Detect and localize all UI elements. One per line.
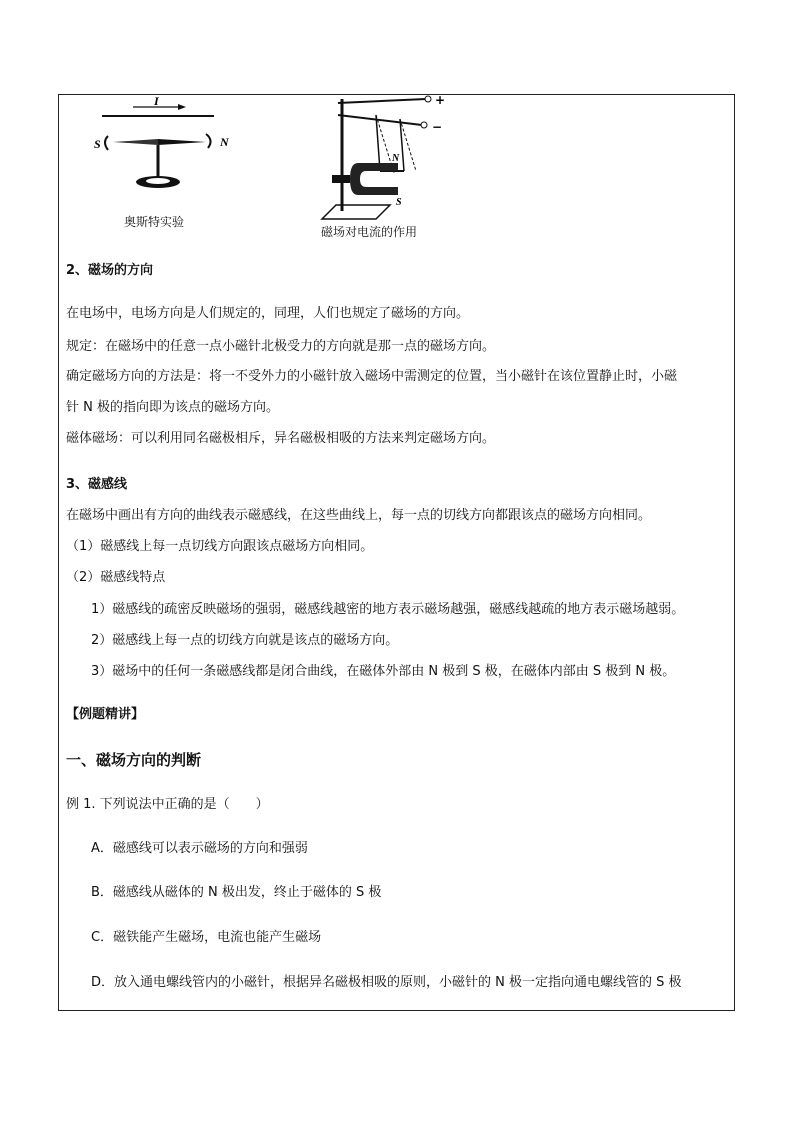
section3-item-1: （1）磁感线上每一点切线方向跟该点磁场方向相同。 (66, 539, 374, 554)
oersted-figure (88, 96, 248, 196)
magnet-n-label: N (392, 153, 400, 164)
example-1-option-c: C．磁铁能产生磁场，电流也能产生磁场 (91, 930, 322, 945)
section3-sub-2: 2）磁感线上每一点的切线方向就是该点的磁场方向。 (91, 633, 399, 648)
example-1-option-b: B．磁感线从磁体的 N 极出发，终止于磁体的 S 极 (91, 885, 382, 900)
section3-sub-3: 3）磁场中的任何一条磁感线都是闭合曲线，在磁体外部由 N 极到 S 极，在磁体内部由 S 极到 N 极。 (91, 664, 676, 679)
current-label: I (154, 96, 159, 108)
section2-heading: 2、磁场的方向 (66, 263, 154, 278)
needle-n-label: N (220, 135, 229, 149)
motor-figure (318, 93, 458, 225)
example-1-option-a: A．磁感线可以表示磁场的方向和强弱 (91, 841, 308, 856)
examples-topic: 一、磁场方向的判断 (66, 751, 202, 769)
section3-heading: 3、磁感线 (66, 477, 128, 492)
oersted-caption: 奥斯特实验 (124, 215, 185, 229)
section2-paragraph-3-cont: 针 N 极的指向即为该点的磁场方向。 (66, 400, 279, 415)
motor-caption: 磁场对电流的作用 (321, 225, 418, 239)
example-1-question: 例 1. 下列说法中正确的是（ ） (66, 797, 269, 812)
section2-paragraph-1: 在电场中，电场方向是人们规定的，同理，人们也规定了磁场的方向。 (66, 306, 470, 321)
section2-paragraph-4: 磁体磁场：可以利用同名磁极相斥，异名磁极相吸的方法来判定磁场方向。 (66, 431, 496, 446)
example-1-option-d: D．放入通电螺线管内的小磁针，根据异名磁极相吸的原则，小磁针的 N 极一定指向通电螺线管的 S 极 (91, 975, 682, 990)
minus-terminal-label: − (432, 120, 443, 134)
examples-heading: 【例题精讲】 (66, 707, 145, 722)
plus-terminal-label: + (435, 93, 446, 107)
magnet-s-label: S (396, 197, 402, 208)
section3-item-2: （2）磁感线特点 (66, 570, 166, 585)
section2-paragraph-2: 规定：在磁场中的任意一点小磁针北极受力的方向就是那一点的磁场方向。 (66, 339, 496, 354)
section3-paragraph-1: 在磁场中画出有方向的曲线表示磁感线，在这些曲线上，每一点的切线方向都跟该点的磁场方向相同。 (66, 508, 652, 523)
section3-sub-1: 1）磁感线的疏密反映磁场的强弱，磁感线越密的地方表示磁场越强，磁感线越疏的地方表示磁场越弱。 (91, 602, 685, 617)
needle-s-label: S (94, 137, 101, 151)
section2-paragraph-3: 确定磁场方向的方法是：将一不受外力的小磁针放入磁场中需测定的位置，当小磁针在该位置静止时，小磁 (66, 369, 678, 384)
